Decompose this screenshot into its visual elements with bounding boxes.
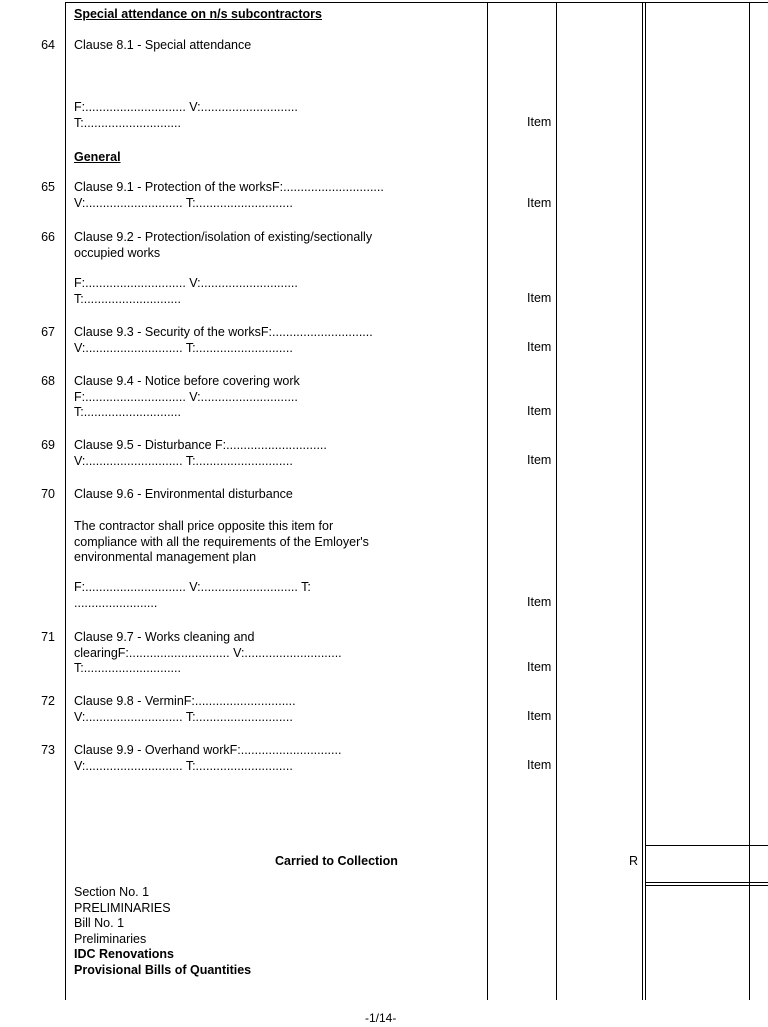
desc-line: Clause 9.4 - Notice before covering work <box>74 374 300 388</box>
total-line-double-a <box>645 882 768 883</box>
desc-line: T:............................ <box>74 661 181 675</box>
item-description <box>74 180 384 211</box>
bill-number: Bill No. 1 <box>74 916 125 930</box>
desc-line: Clause 9.3 - Security of the worksF:............................. <box>74 325 373 339</box>
general-heading: General <box>74 150 121 164</box>
item-unit: Item <box>527 595 552 609</box>
section-name: PRELIMINARIES <box>74 900 171 915</box>
desc-line: F:............................. V:............................ <box>74 389 298 404</box>
item-description <box>74 325 373 356</box>
item-unit: Item <box>527 709 552 723</box>
item-unit: Item <box>527 758 552 772</box>
item-unit: Item <box>527 660 552 674</box>
document-type: Provisional Bills of Quantities <box>74 962 252 977</box>
carried-to-collection-label: Carried to Collection <box>275 854 398 868</box>
desc-line: Clause 9.6 - Environmental disturbance <box>74 487 293 501</box>
item-description <box>74 743 341 774</box>
page-number: -1/14- <box>365 1011 397 1025</box>
desc-line: T:............................ <box>74 405 181 419</box>
desc-line: V:............................ T:............................ <box>74 758 293 773</box>
fvt-line: T:............................ <box>74 291 181 306</box>
para-line: compliance with all the requirements of the Emloyer's <box>74 534 369 549</box>
item-description <box>74 630 342 677</box>
item-unit: Item <box>527 291 552 305</box>
desc-line: V:............................ T:............................ <box>74 453 293 468</box>
item-unit: Item <box>527 340 552 354</box>
fvt-line: F:............................. V:............................ <box>74 276 298 290</box>
fvt-line: T:............................ <box>74 115 181 130</box>
item-fvt <box>74 276 298 307</box>
desc-line: Clause 9.7 - Works cleaning and <box>74 630 255 644</box>
item-description <box>74 694 296 725</box>
item-unit: Item <box>527 115 552 129</box>
item-number: 68 <box>41 374 55 388</box>
item-number: 72 <box>41 694 55 708</box>
desc-line: Clause 9.8 - VerminF:............................. <box>74 694 296 708</box>
item-number: 65 <box>41 180 55 194</box>
para-line: The contractor shall price opposite this item for <box>74 519 334 533</box>
desc-line: Clause 9.9 - Overhand workF:............................. <box>74 743 342 757</box>
section-number: Section No. 1 <box>74 885 150 899</box>
item-description <box>74 487 293 503</box>
item-description <box>74 374 300 421</box>
desc-line: Clause 9.2 - Protection/isolation of existing/sectionally <box>74 230 373 244</box>
item-unit: Item <box>527 404 552 418</box>
column-divider-desc <box>65 2 66 1000</box>
item-number: 69 <box>41 438 55 452</box>
item-fvt <box>74 100 298 131</box>
desc-line: V:............................ T:............................ <box>74 709 293 724</box>
item-number: 73 <box>41 743 55 757</box>
project-name: IDC Renovations <box>74 947 175 961</box>
column-divider-qty <box>487 2 488 1000</box>
section-heading: Special attendance on n/s subcontractors <box>74 7 322 21</box>
item-description <box>74 230 372 261</box>
item-paragraph <box>74 519 369 566</box>
item-number: 67 <box>41 325 55 339</box>
total-line-top <box>645 845 768 846</box>
item-unit: Item <box>527 196 552 210</box>
fvt-line: F:............................. V:............................ <box>74 100 298 114</box>
item-number: 71 <box>41 630 55 644</box>
desc-line: occupied works <box>74 245 161 260</box>
fvt-line: F:............................. V:............................ T: <box>74 580 311 594</box>
desc-line: V:............................ T:............................ <box>74 340 293 355</box>
currency-symbol: R <box>629 854 639 868</box>
desc-line: Clause 8.1 - Special attendance <box>74 38 252 52</box>
column-divider-rate-b <box>645 2 646 1000</box>
bill-name: Preliminaries <box>74 931 147 946</box>
column-divider-unit <box>556 2 557 1000</box>
column-divider-amount <box>749 2 750 1000</box>
item-description <box>74 438 327 469</box>
item-fvt <box>74 580 311 611</box>
top-border <box>65 2 768 3</box>
desc-line: V:............................ T:............................ <box>74 195 293 210</box>
item-number: 70 <box>41 487 55 501</box>
desc-line: Clause 9.1 - Protection of the worksF:............................. <box>74 180 384 194</box>
desc-line: clearingF:............................. V:............................ <box>74 645 342 660</box>
total-line-double-b <box>645 885 768 886</box>
desc-line: Clause 9.5 - Disturbance F:............................. <box>74 438 327 452</box>
fvt-line: ........................ <box>74 595 158 610</box>
item-unit: Item <box>527 453 552 467</box>
column-divider-rate-a <box>642 2 643 1000</box>
item-number: 64 <box>41 38 55 52</box>
bill-footer <box>74 885 251 978</box>
item-description <box>74 38 251 54</box>
item-number: 66 <box>41 230 55 244</box>
para-line: environmental management plan <box>74 550 257 564</box>
